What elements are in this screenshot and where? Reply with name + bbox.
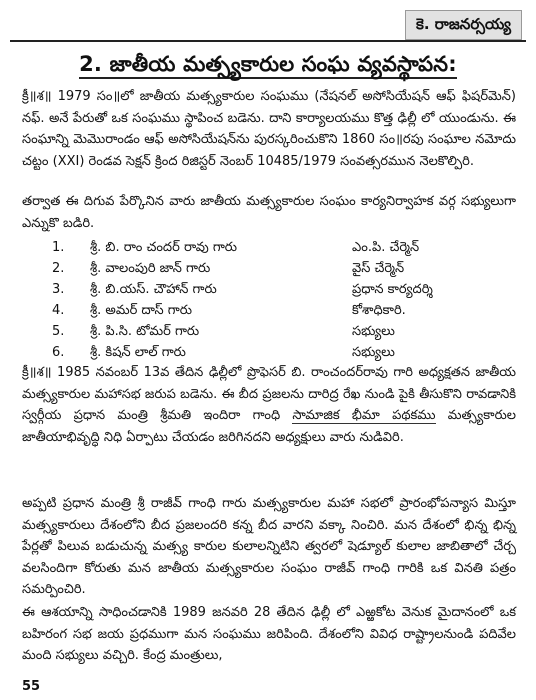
member-name: శ్రీ. కిషన్ లాల్ గారు	[90, 345, 186, 360]
member-number: 2.	[52, 261, 65, 276]
member-role: ప్రధాన కార్యదర్శి	[352, 282, 433, 297]
underlined-phrase: సామాజిక భీమా పథకము	[292, 408, 436, 423]
paragraph-3-start: క్రీ॥శ॥ 1985 నవంబర్ 13వ తేదిన ఢిల్లీలో ప్రొఫెసర్ బి. రాంచందర్‌రావు గారి అధ్యక్షతన జాతీయ మత్స్యకారుల మహాసభ జరుప బడెను. ఈ బీద ప్రజలను దారిద్ర రేఖ నుండి పైకి తీసుకొని రావడానికి స్వర్గీయ ప్రధాన మంత్రి శ్రీమతి ఇందిరా గాంధి	[22, 365, 516, 423]
members-list	[52, 237, 516, 363]
member-role: సభ్యులు	[352, 324, 395, 339]
member-number: 3.	[52, 282, 65, 297]
paragraph-5: ఈ ఆశయాన్ని సాధించడానికి 1989 జనవరి 28 తేదిన ఢిల్లీ లో ఎఱ్ఱకోట వెనుక మైదానంలో ఒక బహిరంగ సభ జయ ప్రధముగా మన సంఘము జరిపింది. దేశంలోని వివిధ రాష్ట్రాలనుండి పదివేల మంది సభ్యులు వచ్చిరి. కేంద్ర మంత్రులు,	[22, 605, 516, 663]
paragraph-4: అప్పటి ప్రధాన మంత్రి శ్రీ రాజీవ్ గాంధి గారు మత్స్యకారుల మహా సభలో ప్రారంభోపన్యాస మిస్తూ మత్స్యకారులు దేశంలోని బీద ప్రజలందరి కన్న బీద వారని వక్కా నించిరి. మన దేశంలో భిన్న భిన్న పేర్లతో పిలువ బడుచున్న మత్స్య కారుల కులాలన్నిటిని త్వరలో షెడ్యూల్ కులాల జాబితాలో చేర్చ వలసిందిగా కోరుతు మన జాతీయ మత్స్యకారుల సంఘం రాజీవ్ గాంధి గారికి ఒక వినతి పత్రం సమర్పించిరి.	[22, 496, 516, 597]
list-item	[52, 279, 516, 300]
list-item	[52, 258, 516, 279]
section-title-text: 2. జాతీయ మత్స్యకారుల సంఘ వ్యవస్థాపన:	[79, 52, 457, 79]
member-number: 5.	[52, 324, 65, 339]
list-item	[52, 237, 516, 258]
list-item	[52, 342, 516, 363]
member-role: కోశాధికారి.	[352, 303, 406, 318]
member-role: సభ్యులు	[352, 345, 395, 360]
paragraph-2: తర్వాత ఈ దిగువ పేర్కొనిన వారు జాతీయ మత్స్యకారుల సంఘం కార్యనిర్వాహక వర్గ సభ్యులుగా ఎన్నుకొ బడిరి.	[22, 194, 516, 231]
list-item	[52, 300, 516, 321]
member-name: శ్రీ. అమర్ దాస్ గారు	[90, 303, 192, 318]
page-number: 55	[22, 679, 41, 694]
member-number: 6.	[52, 345, 65, 360]
member-role: ఎం.పి. చేర్మెన్	[352, 240, 420, 255]
member-name: శ్రీ. బి.యస్. చౌహాన్ గారు	[90, 282, 217, 297]
author-header-label: కె. రాజనర్సయ్య	[405, 10, 522, 40]
member-name: శ్రీ. వాలంపురి జాన్ గారు	[90, 261, 211, 276]
member-number: 4.	[52, 303, 65, 318]
paragraph-3-end: మత్స్యకారుల జాతీయాభివృద్ధి నిధి ఏర్పాటు చేయడం జరిగినదని అధ్యక్షులు వారు నుడివిరి.	[22, 408, 516, 445]
member-role: వైస్ చేర్మెన్	[352, 261, 405, 276]
paragraph-3	[22, 362, 516, 448]
member-name: శ్రీ. బి. రాం చందర్ రావు గారు	[90, 240, 238, 255]
page-header	[10, 6, 526, 42]
list-item	[52, 321, 516, 342]
member-name: శ్రీ. పి.సి. టోమర్ గారు	[90, 324, 200, 339]
section-title	[0, 52, 536, 82]
member-number: 1.	[52, 240, 65, 255]
paragraph-1: క్రీ॥శ॥ 1979 సం॥లో జాతీయ మత్స్యకారుల సంఘము (నేషనల్ అసోసియేషన్ ఆఫ్ ఫిషర్‌మెన్) నఫ్. అనే పేరుతో ఒక సంఘము స్థాపించ బడెను. దాని కార్యాలయము కొత్త ఢిల్లీ లో యుండును. ఈ సంఘాన్ని మెమొరాండం ఆఫ్ అసోసియేషన్‌ను పురస్కరించుకొని 1860 సం॥రపు సంఘాల నమోదు చట్టం (XXI) రెండవ సెక్షన్ క్రింద రిజిస్టర్ నెంబర్ 10485/1979 సంవత్సరమున నెలకొల్పిరి.	[22, 89, 516, 169]
